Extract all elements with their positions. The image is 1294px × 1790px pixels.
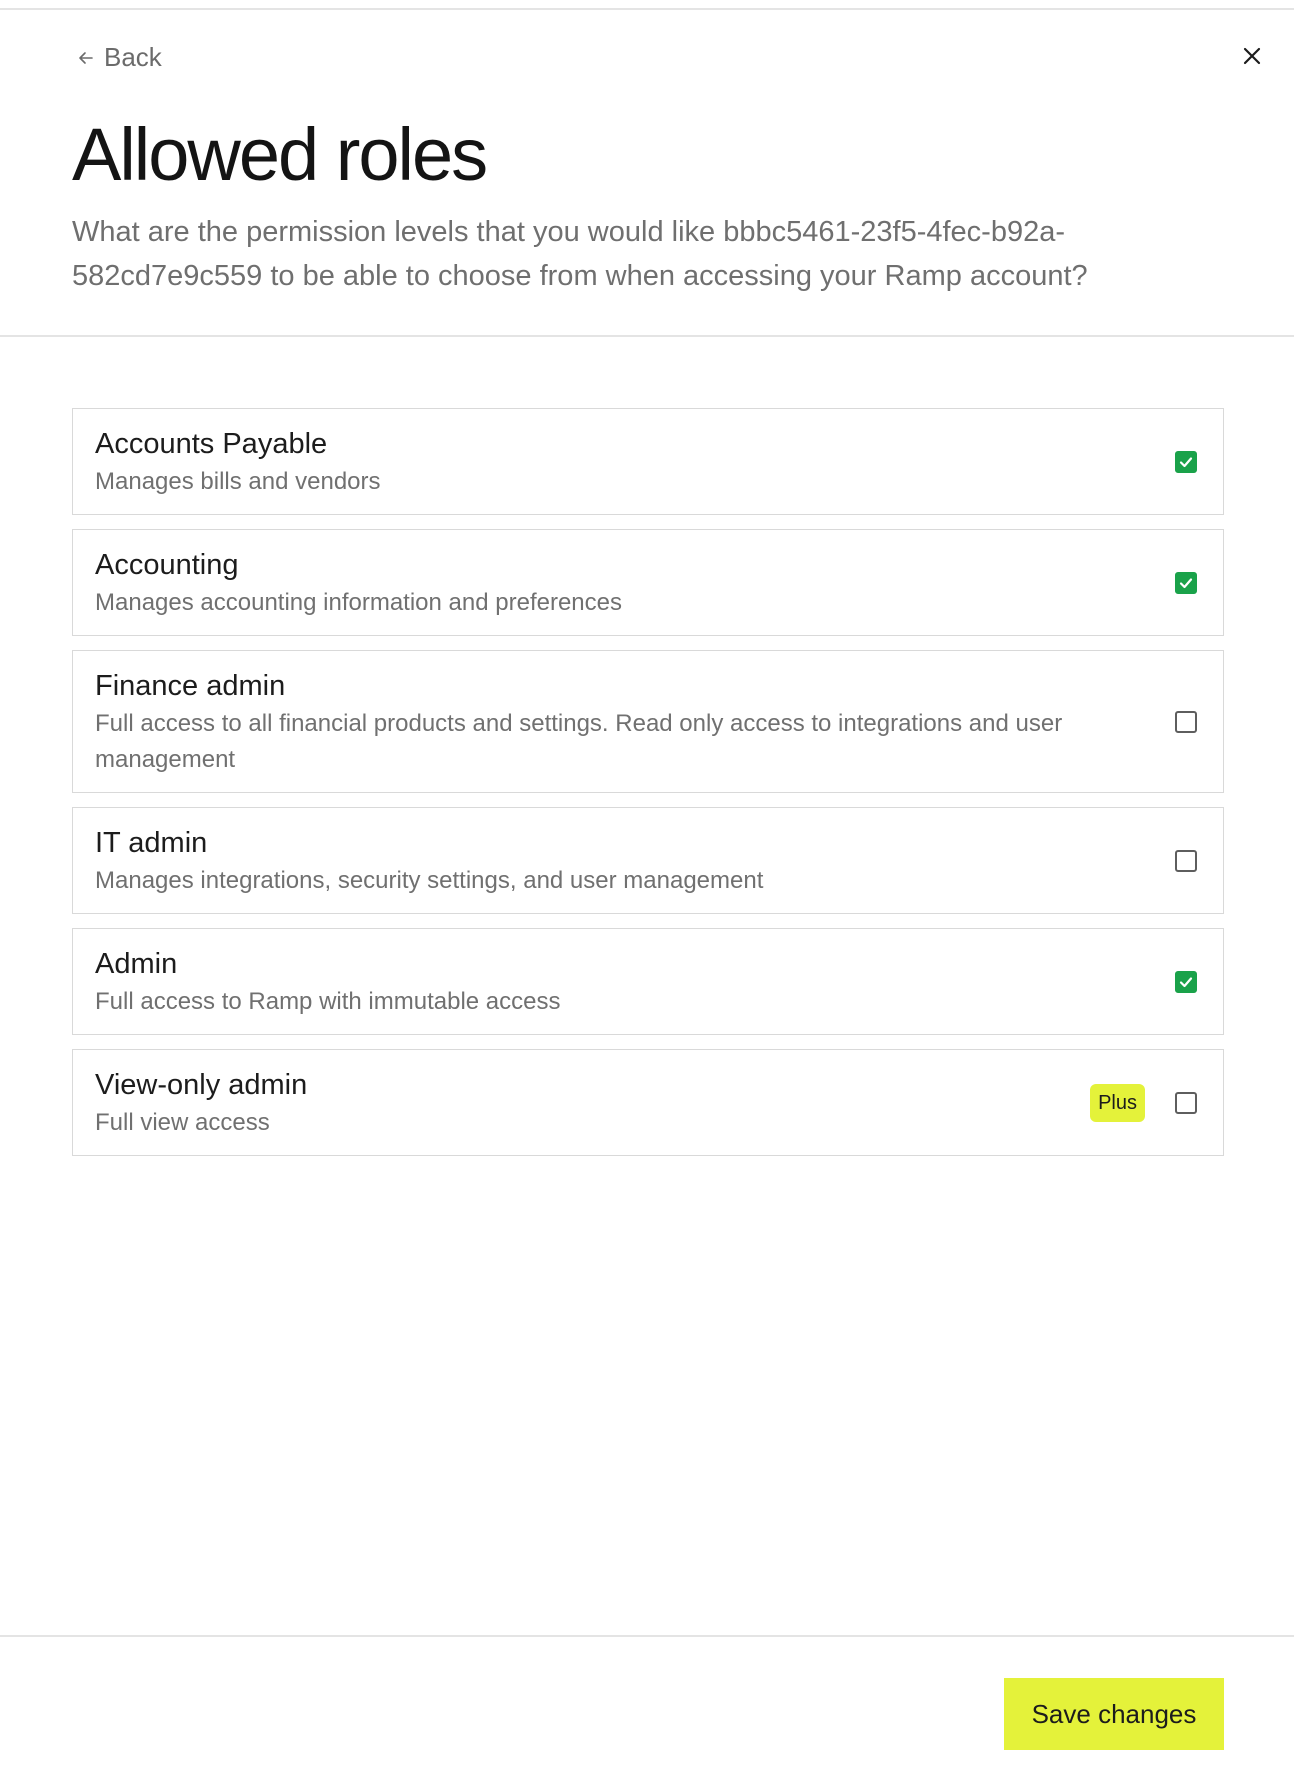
role-option-accounts-payable[interactable] [72,408,1224,515]
roles-list [72,408,1224,1170]
role-description: Full access to all financial products and settings. Read only access to integrations and user management [95,710,1063,773]
role-name: Admin [95,948,178,980]
role-option-view-only-admin[interactable] [72,1049,1224,1156]
role-name: Finance admin [95,670,286,702]
role-description: Manages integrations, security settings, and user management [95,867,764,894]
role-description: Manages accounting information and preferences [95,589,622,616]
checkmark-icon [1178,575,1194,591]
role-checkbox[interactable] [1175,1092,1197,1114]
save-changes-button[interactable]: Save changes [1004,1678,1224,1750]
close-button[interactable] [1236,40,1268,72]
role-checkbox[interactable] [1175,572,1197,594]
back-label: Back [104,42,162,72]
role-option-finance-admin[interactable] [72,650,1224,793]
role-description: Manages bills and vendors [95,468,381,495]
role-option-accounting[interactable] [72,529,1224,636]
page-subtitle: What are the permission levels that you would like bbbc5461-23f5-4fec-b92a-582cd7e9c559 to be able to choose from when accessing your Ramp account? [72,216,1088,292]
page-title: Allowed roles [72,113,487,196]
role-checkbox[interactable] [1175,711,1197,733]
role-name: Accounts Payable [95,428,328,460]
close-icon [1240,44,1264,68]
role-option-it-admin[interactable] [72,807,1224,914]
role-name: IT admin [95,827,208,859]
header-divider [0,335,1294,337]
role-description: Full view access [95,1109,270,1136]
role-name: View-only admin [95,1069,308,1101]
arrow-left-icon [76,48,96,68]
role-option-admin[interactable] [72,928,1224,1035]
back-link[interactable] [76,42,162,73]
role-checkbox[interactable] [1175,971,1197,993]
role-checkbox[interactable] [1175,850,1197,872]
checkmark-icon [1178,974,1194,990]
checkmark-icon [1178,454,1194,470]
role-name: Accounting [95,549,239,581]
plan-badge: Plus [1090,1084,1145,1122]
role-checkbox[interactable] [1175,451,1197,473]
footer-divider [0,1635,1294,1637]
role-description: Full access to Ramp with immutable access [95,988,561,1015]
top-divider [0,8,1294,10]
